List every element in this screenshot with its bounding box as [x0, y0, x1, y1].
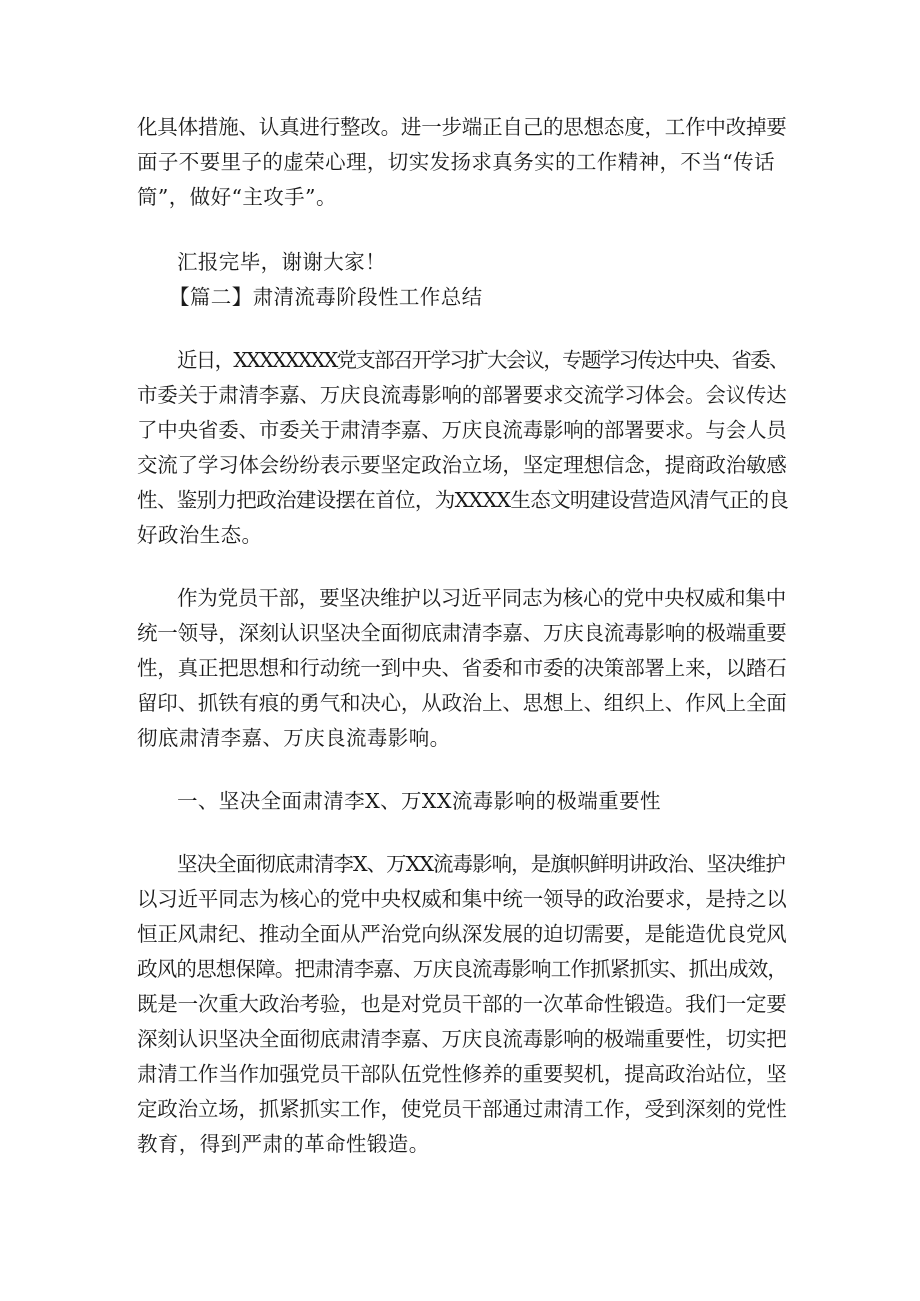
text-line: 留印、抓铁有痕的勇气和决心，从政治上、思想上、组织上、作风上全面	[137, 691, 787, 715]
text-line: 汇报完毕，谢谢大家！	[177, 250, 386, 274]
text-line: 作为党员干部，要坚决维护以习近平同志为核心的党中央权威和集中	[177, 586, 786, 610]
text-line: 教育，得到严肃的革命性锻造。	[137, 1132, 430, 1156]
text-line: 定政治立场，抓紧抓实工作，使党员干部通过肃清工作，受到深刻的党性	[137, 1097, 787, 1121]
text-line: 性，真正把思想和行动统一到中央、省委和市委的决策部署上来，以踏石	[137, 656, 787, 680]
text-line: 政风的思想保障。把肃清李嘉、万庆良流毒影响工作抓紧抓实、抓出成效，	[137, 957, 788, 981]
text-line: 深刻认识坚决全面彻底肃清李嘉、万庆良流毒影响的极端重要性，切实把	[137, 1027, 787, 1051]
section-title-text: 【篇二】肃清流毒阶段性工作总结	[169, 285, 483, 309]
paragraph-closing	[137, 245, 789, 280]
text-line: 以习近平同志为核心的党中央权威和集中统一领导的政治要求，是持之以	[137, 887, 787, 911]
text-line: 了中央省委、市委关于肃清李嘉、万庆良流毒影响的部署要求。与会人员	[137, 418, 787, 442]
text-line: 化具体措施、认真进行整改。进一步端正自己的思想态度，工作中改掉要	[137, 115, 787, 139]
text-line: 肃清工作当作加强党员干部队伍党性修养的重要契机，提高政治站位，坚	[137, 1062, 787, 1086]
text-line: 恒正风肃纪、推动全面从严治党向纵深发展的迫切需要，是能造优良党风	[137, 922, 787, 946]
heading-text: 一、坚决全面肃清李X、万XX流毒影响的极端重要性	[177, 789, 661, 813]
text-line: 面子不要里子的虚荣心理，切实发扬求真务实的工作精神，不当“传话	[137, 150, 775, 174]
text-line: 市委关于肃清李嘉、万庆良流毒影响的部署要求交流学习体会。会议传达	[137, 383, 787, 407]
text-line: 筒”，做好“主攻手”。	[137, 185, 337, 209]
paragraph-cadre	[137, 581, 789, 756]
text-line: 近日，XXXXXXXX党支部召开学习扩大会议，专题学习传达中央、省委、	[177, 348, 788, 372]
paragraph-intro	[137, 343, 789, 553]
text-line: 好政治生态。	[137, 523, 263, 547]
heading-one	[137, 784, 789, 819]
paragraph-continuation	[137, 110, 789, 215]
text-line: 彻底肃清李嘉、万庆良流毒影响。	[137, 726, 451, 750]
section-title	[137, 280, 789, 315]
text-line: 既是一次重大政治考验，也是对党员干部的一次革命性锻造。我们一定要	[137, 992, 787, 1016]
paragraph-importance	[137, 847, 789, 1162]
text-line: 交流了学习体会纷纷表示要坚定政治立场，坚定理想信念，提商政治敏感	[137, 453, 787, 477]
text-line: 坚决全面彻底肃清李X、万XX流毒影响，是旗帜鲜明讲政治、坚决维护	[177, 852, 785, 876]
text-line: 性、鉴别力把政治建设摆在首位，为XXXX生态文明建设营造风清气正的良	[137, 488, 789, 512]
text-line: 统一领导，深刻认识坚决全面彻底肃清李嘉、万庆良流毒影响的极端重要	[137, 621, 787, 645]
